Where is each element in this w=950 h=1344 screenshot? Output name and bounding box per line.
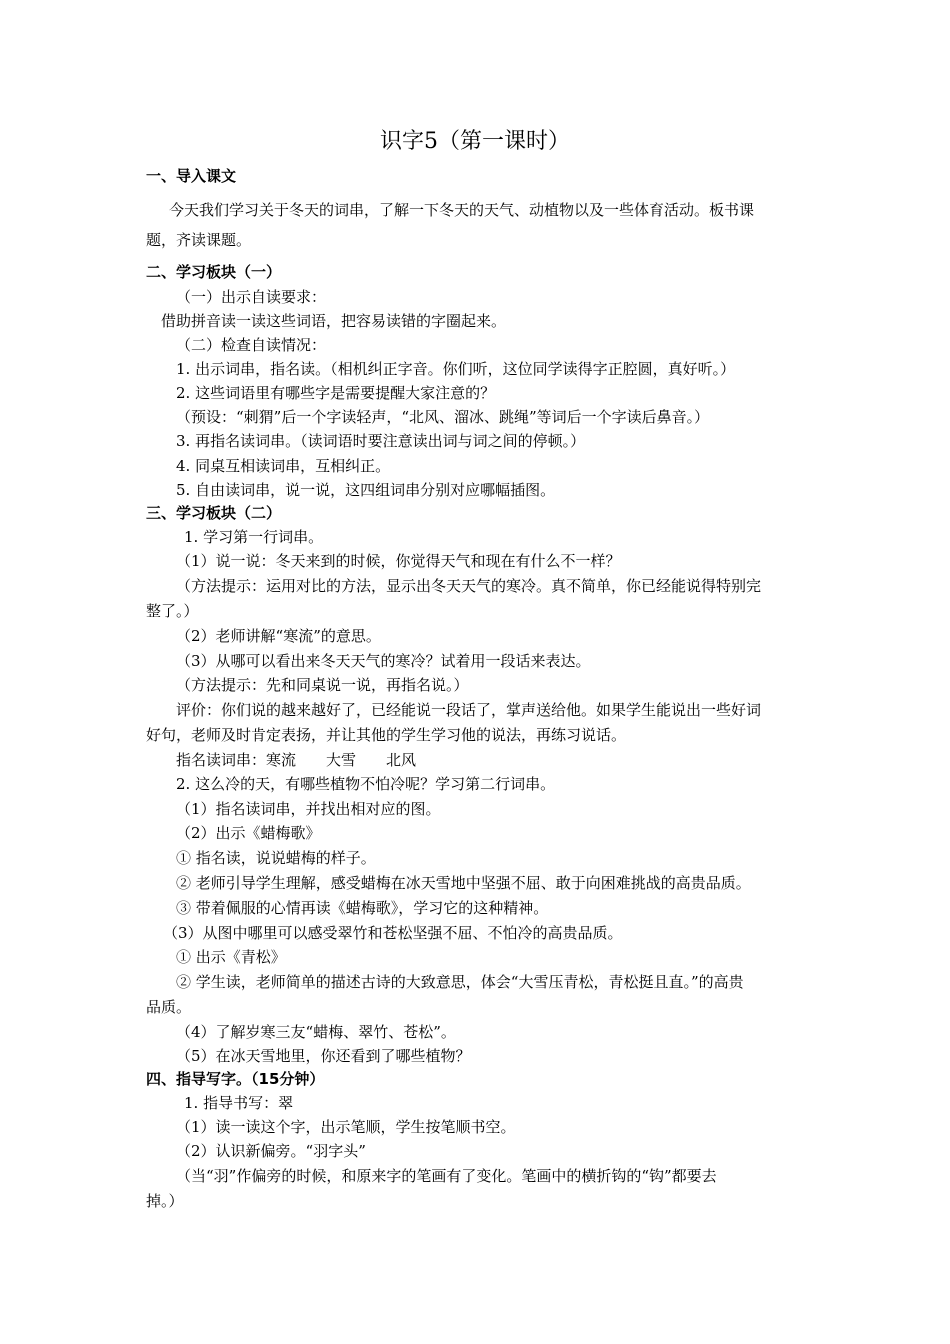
paragraph-line: 指名读词串：寒流 大雪 北风 bbox=[176, 751, 417, 769]
paragraph-line: （2）出示《蜡梅歌》 bbox=[176, 824, 321, 842]
paragraph-line: （2）认识新偏旁。“羽字头” bbox=[176, 1142, 366, 1160]
paragraph-line: （4）了解岁寒三友“蜡梅、翠竹、苍松”。 bbox=[176, 1023, 456, 1041]
paragraph-line: （5）在冰天雪地里，你还看到了哪些植物？ bbox=[176, 1047, 471, 1065]
section-heading: 四、指导写字。（15分钟） bbox=[146, 1070, 325, 1088]
paragraph-line: 今天我们学习关于冬天的词串，了解一下冬天的天气、动植物以及一些体育活动。板书课 bbox=[169, 201, 755, 219]
paragraph-line: （1）说一说：冬天来到的时候，你觉得天气和现在有什么不一样？ bbox=[176, 552, 621, 570]
paragraph-line: 5. 自由读词串，说一说，这四组词串分别对应哪幅插图。 bbox=[176, 481, 556, 499]
paragraph-line: 1. 出示词串，指名读。（相机纠正字音。你们听，这位同学读得字正腔圆，真好听。） bbox=[176, 360, 736, 378]
paragraph-line: （预设：“刺猬”后一个字读轻声，“北风、溜冰、跳绳”等词后一个字读后鼻音。） bbox=[176, 408, 710, 426]
paragraph-line: （1）指名读词串，并找出相对应的图。 bbox=[176, 800, 441, 818]
paragraph-line: 整了。） bbox=[146, 602, 199, 620]
paragraph-line: 2. 这么冷的天，有哪些植物不怕冷呢？学习第二行词串。 bbox=[176, 775, 556, 793]
paragraph-line: 借助拼音读一读这些词语，把容易读错的字圈起来。 bbox=[161, 312, 507, 330]
paragraph-line: （方法提示：先和同桌说一说，再指名说。） bbox=[176, 676, 469, 694]
paragraph-line: （一）出示自读要求： bbox=[176, 288, 327, 306]
section-heading: 三、学习板块（二） bbox=[146, 504, 282, 522]
paragraph-line: ③ 带着佩服的心情再读《蜡梅歌》，学习它的这种精神。 bbox=[176, 899, 549, 917]
paragraph-line: 1. 学习第一行词串。 bbox=[184, 528, 324, 546]
paragraph-line: （2）老师讲解“寒流”的意思。 bbox=[176, 627, 381, 645]
paragraph-line: （3）从哪可以看出来冬天天气的寒冷？试着用一段话来表达。 bbox=[176, 652, 591, 670]
section-heading: 一、导入课文 bbox=[146, 167, 237, 185]
section-heading: 二、学习板块（一） bbox=[146, 263, 282, 281]
paragraph-line: ① 指名读，说说蜡梅的样子。 bbox=[176, 849, 376, 867]
paragraph-line: 好句，老师及时肯定表扬，并让其他的学生学习他的说法，再练习说话。 bbox=[146, 726, 627, 744]
paragraph-line: ① 出示《青松》 bbox=[176, 948, 286, 966]
paragraph-line: （方法提示：运用对比的方法，显示出冬天天气的寒冷。真不简单，你已经能说得特别完 bbox=[176, 577, 762, 595]
paragraph-line: 4. 同桌互相读词串，互相纠正。 bbox=[176, 457, 391, 475]
paragraph-line: （二）检查自读情况： bbox=[176, 336, 327, 354]
paragraph-line: 品质。 bbox=[146, 998, 192, 1016]
paragraph-line: ② 老师引导学生理解，感受蜡梅在冰天雪地中坚强不屈、敢于向困难挑战的高贵品质。 bbox=[176, 874, 751, 892]
paragraph-line: 题，齐读课题。 bbox=[146, 231, 252, 249]
paragraph-line: 评价：你们说的越来越好了，已经能说一段话了，掌声送给他。如果学生能说出一些好词 bbox=[176, 701, 762, 719]
paragraph-line: （1）读一读这个字，出示笔顺，学生按笔顺书空。 bbox=[176, 1118, 516, 1136]
paragraph-line: 2. 这些词语里有哪些字是需要提醒大家注意的？ bbox=[176, 384, 496, 402]
page-title: 识字5（第一课时） bbox=[380, 129, 570, 154]
paragraph-line: （当“羽”作偏旁的时候，和原来字的笔画有了变化。笔画中的横折钩的“钩”都要去 bbox=[176, 1167, 717, 1185]
paragraph-line: 3. 再指名读词串。（读词语时要注意读出词与词之间的停顿。） bbox=[176, 432, 586, 450]
paragraph-line: （3）从图中哪里可以感受翠竹和苍松坚强不屈、不怕冷的高贵品质。 bbox=[163, 924, 623, 942]
paragraph-line: ② 学生读，老师简单的描述古诗的大致意思，体会“大雪压青松，青松挺且直。”的高贵 bbox=[176, 973, 744, 991]
paragraph-line: 掉。） bbox=[146, 1192, 184, 1210]
paragraph-line: 1. 指导书写：翠 bbox=[184, 1094, 294, 1112]
